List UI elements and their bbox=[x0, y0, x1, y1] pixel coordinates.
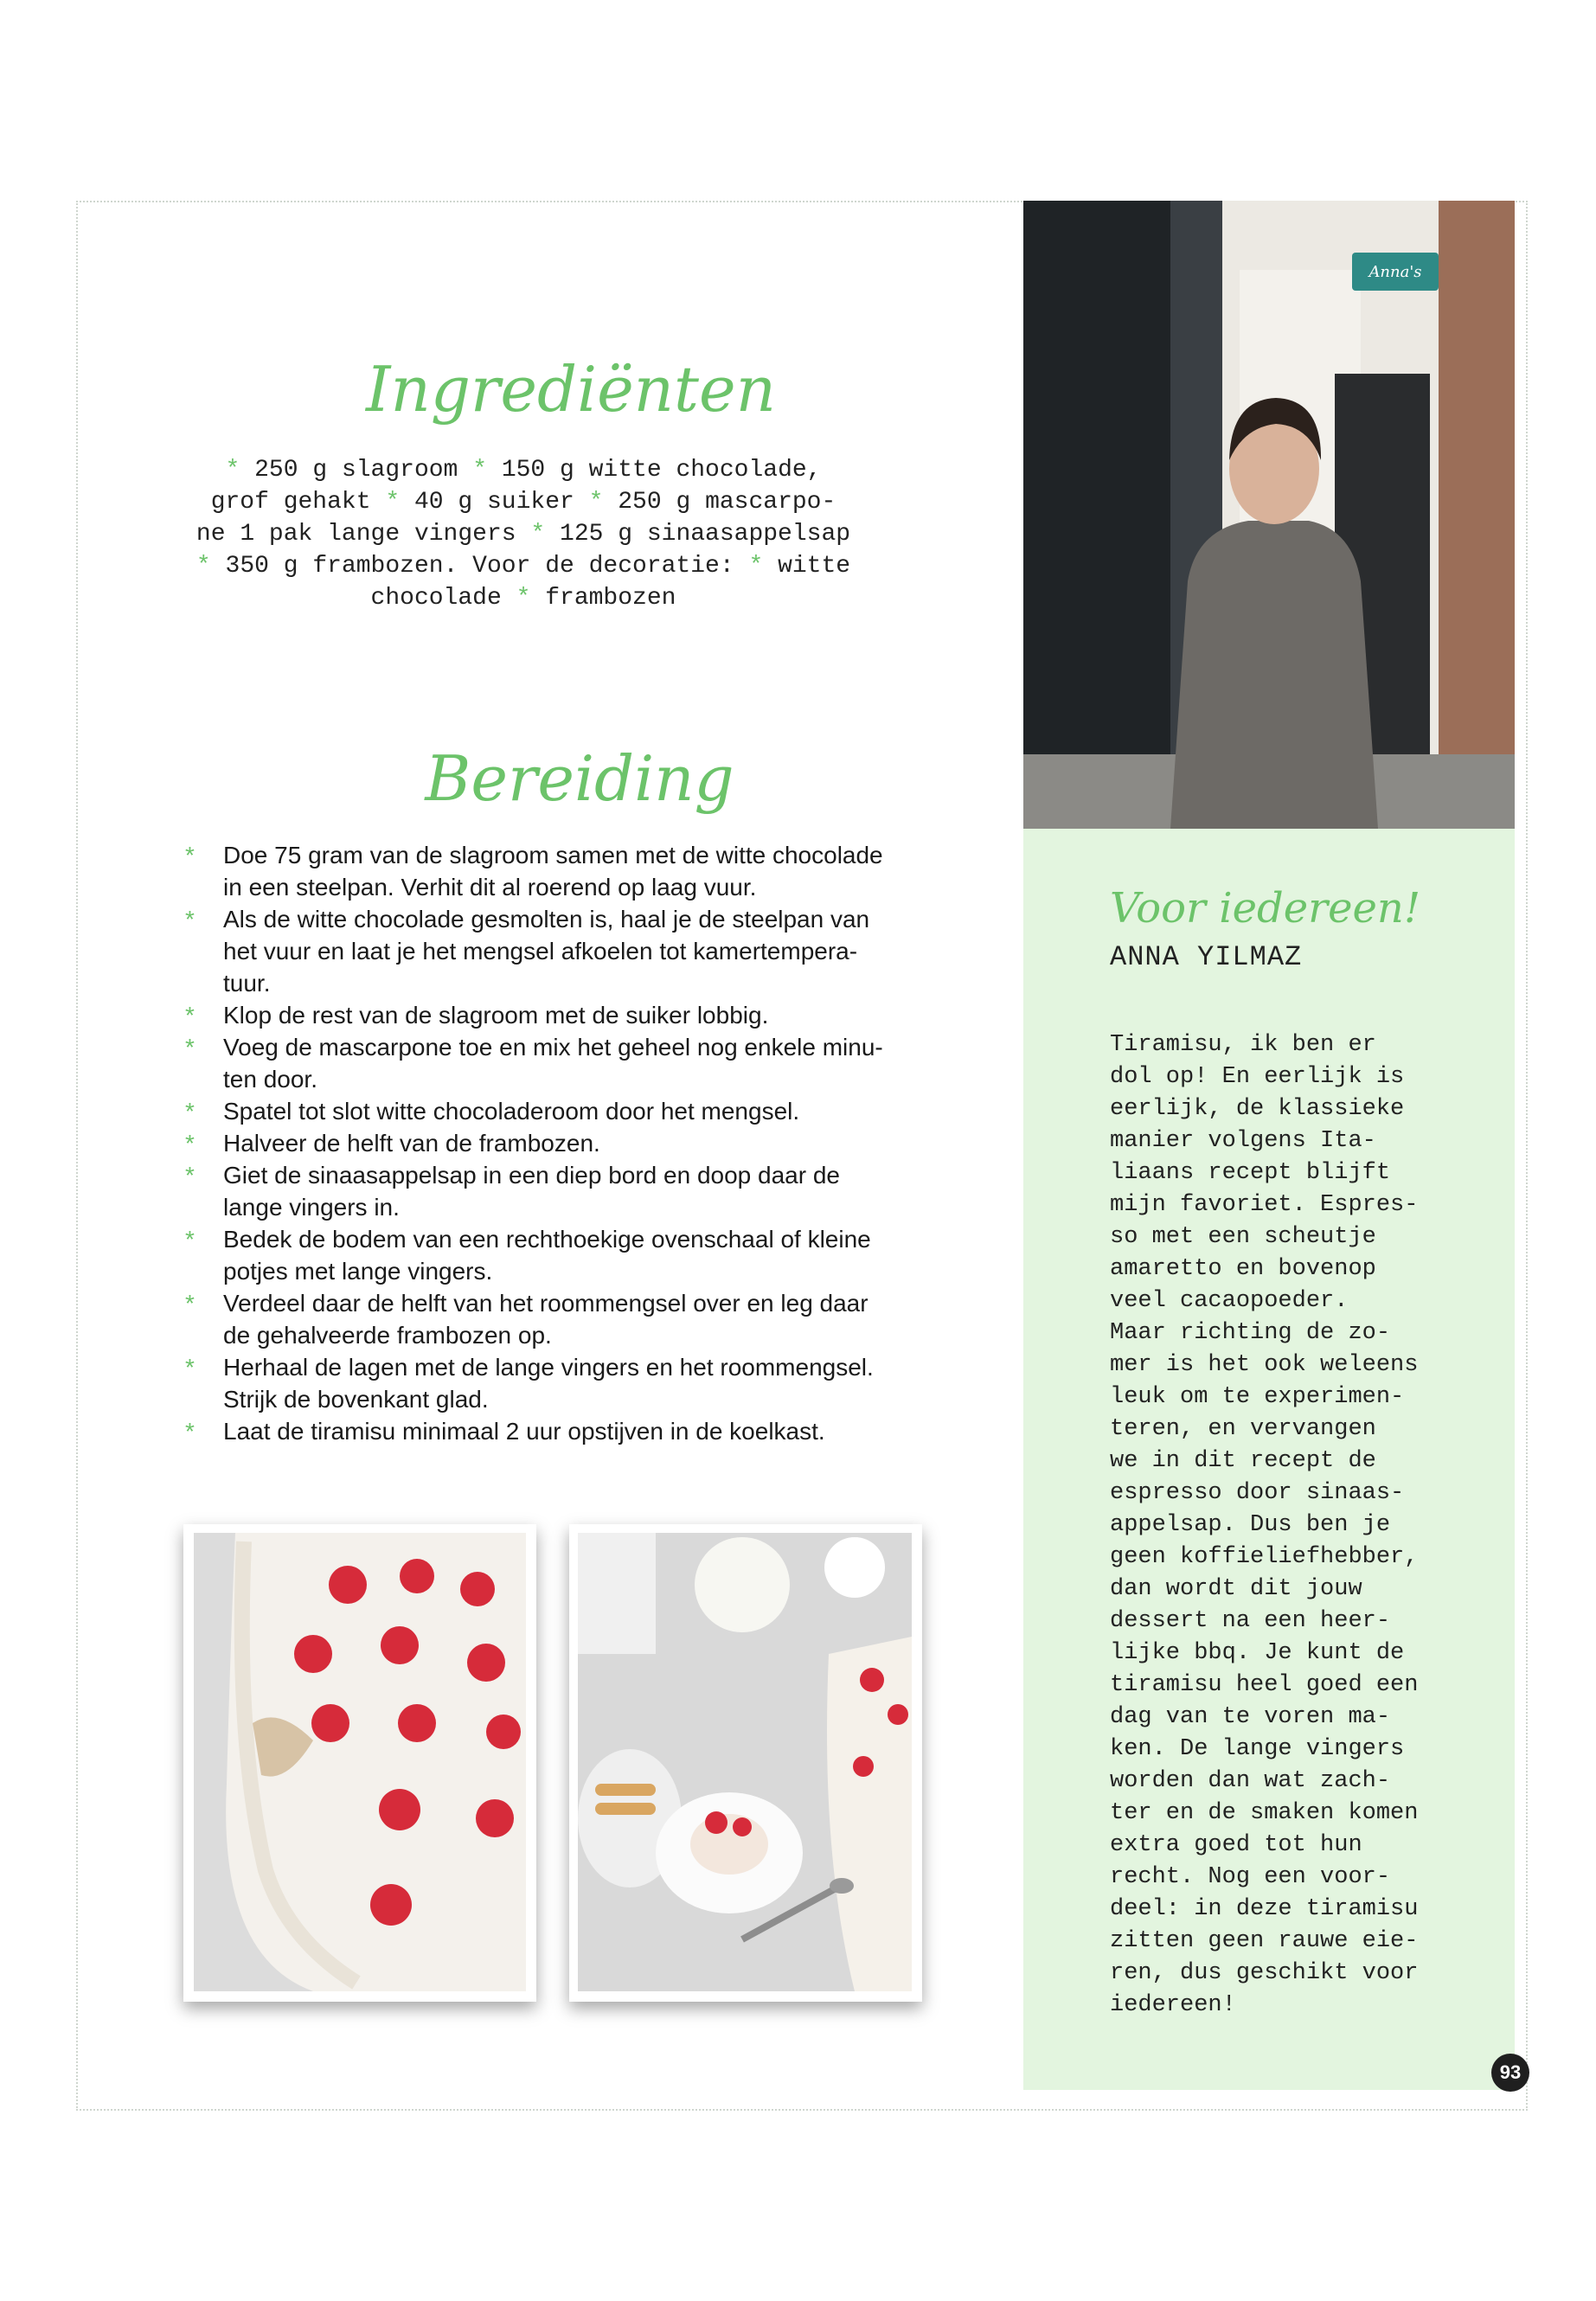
step-item bbox=[182, 1095, 908, 1127]
step-item bbox=[182, 1287, 908, 1351]
asterisk-icon: * bbox=[195, 553, 211, 580]
step-text: Giet de sinaasappelsap in een diep bord en doop daar de lange vingers in. bbox=[223, 1162, 840, 1221]
step-item bbox=[182, 1223, 908, 1287]
asterisk-icon: * bbox=[185, 1130, 195, 1157]
asterisk-icon: * bbox=[588, 489, 604, 516]
asterisk-icon: * bbox=[185, 1290, 195, 1317]
portrait-photo bbox=[1023, 201, 1515, 829]
asterisk-icon: * bbox=[516, 585, 531, 612]
asterisk-icon: * bbox=[185, 1354, 195, 1381]
ingredients-line: chocolade * frambozen bbox=[370, 585, 676, 612]
dessert-table-photo bbox=[569, 1524, 922, 2002]
dessert-dish-photo bbox=[183, 1524, 536, 2002]
step-item bbox=[182, 903, 908, 999]
step-item bbox=[182, 1351, 908, 1415]
ingredients-line: * 350 g frambozen. Voor de decoratie: * witte bbox=[195, 553, 851, 580]
ingredients-title: Ingrediënten bbox=[366, 353, 776, 426]
asterisk-icon: * bbox=[225, 457, 240, 484]
ingredients-list bbox=[186, 454, 861, 614]
asterisk-icon: * bbox=[185, 1002, 195, 1029]
ingredients-line: * 250 g slagroom * 150 g witte chocolade, bbox=[225, 457, 822, 484]
asterisk-icon: * bbox=[185, 1418, 195, 1445]
step-item bbox=[182, 839, 908, 903]
bereiding-title: Bereiding bbox=[425, 742, 734, 815]
page-number: 93 bbox=[1491, 2054, 1529, 2092]
step-item bbox=[182, 1415, 908, 1447]
sidebar-title: Voor iedereen! bbox=[1110, 884, 1421, 933]
step-text: Halveer de helft van de frambozen. bbox=[223, 1130, 600, 1157]
step-text: Verdeel daar de helft van het roommengsel over en leg daar de gehalveerde frambozen op. bbox=[223, 1290, 869, 1349]
author-name: ANNA YILMAZ bbox=[1110, 941, 1303, 973]
step-text: Doe 75 gram van de slagroom samen met de witte chocolade in een steelpan. Verhit dit al roerend op laag vuur. bbox=[223, 842, 883, 901]
step-item bbox=[182, 999, 908, 1031]
asterisk-icon: * bbox=[472, 457, 487, 484]
bereiding-steps bbox=[182, 839, 908, 1447]
step-text: Als de witte chocolade gesmolten is, haal je de steelpan van het vuur en laat je het mengsel afkoelen tot kamertempera- tuur. bbox=[223, 906, 870, 997]
asterisk-icon: * bbox=[185, 1034, 195, 1061]
asterisk-icon: * bbox=[185, 842, 195, 868]
step-text: Bedek de bodem van een rechthoekige ovenschaal of kleine potjes met lange vingers. bbox=[223, 1226, 871, 1285]
asterisk-icon: * bbox=[530, 521, 546, 548]
step-text: Voeg de mascarpone toe en mix het geheel nog enkele minu- ten door. bbox=[223, 1034, 883, 1093]
asterisk-icon: * bbox=[185, 906, 195, 933]
step-text: Laat de tiramisu minimaal 2 uur opstijven in de koelkast. bbox=[223, 1418, 825, 1445]
asterisk-icon: * bbox=[185, 1162, 195, 1189]
step-item bbox=[182, 1159, 908, 1223]
step-item bbox=[182, 1031, 908, 1095]
ingredients-line: grof gehakt * 40 g suiker * 250 g mascarpo- bbox=[210, 489, 836, 516]
asterisk-icon: * bbox=[748, 553, 764, 580]
step-text: Spatel tot slot witte chocoladeroom door het mengsel. bbox=[223, 1098, 800, 1125]
step-text: Klop de rest van de slagroom met de suiker lobbig. bbox=[223, 1002, 769, 1029]
ingredients-line: ne 1 pak lange vingers * 125 g sinaasappelsap bbox=[195, 521, 851, 548]
asterisk-icon: * bbox=[385, 489, 401, 516]
asterisk-icon: * bbox=[185, 1098, 195, 1125]
asterisk-icon: * bbox=[185, 1226, 195, 1253]
step-item bbox=[182, 1127, 908, 1159]
step-text: Herhaal de lagen met de lange vingers en het roommengsel. Strijk de bovenkant glad. bbox=[223, 1354, 874, 1413]
svg-text:Anna's: Anna's bbox=[1368, 263, 1422, 281]
sidebar-text: Tiramisu, ik ben er dol op! En eerlijk is eerlijk, de klassieke manier volgens Ita- liaans recept blijft mijn favoriet. Espres- so met een scheutje amaretto en bovenop veel cacaopoeder. Maar richting de zo- mer is het ook weleens leuk om te experimen- teren, en vervangen we in dit recept de espresso door sinaas- appelsap. Dus ben je geen koffieliefhebber, dan wordt dit jouw dessert na een heer- lijke bbq. Je kunt de tiramisu heel goed een dag van te voren ma- ken. De lange vingers worden dan wat zach- ter en de smaken komen extra goed tot hun recht. Nog een voor- deel: in deze tiramisu zitten geen rauwe eie- ren, dus geschikt voor iedereen! bbox=[1110, 1032, 1419, 2018]
